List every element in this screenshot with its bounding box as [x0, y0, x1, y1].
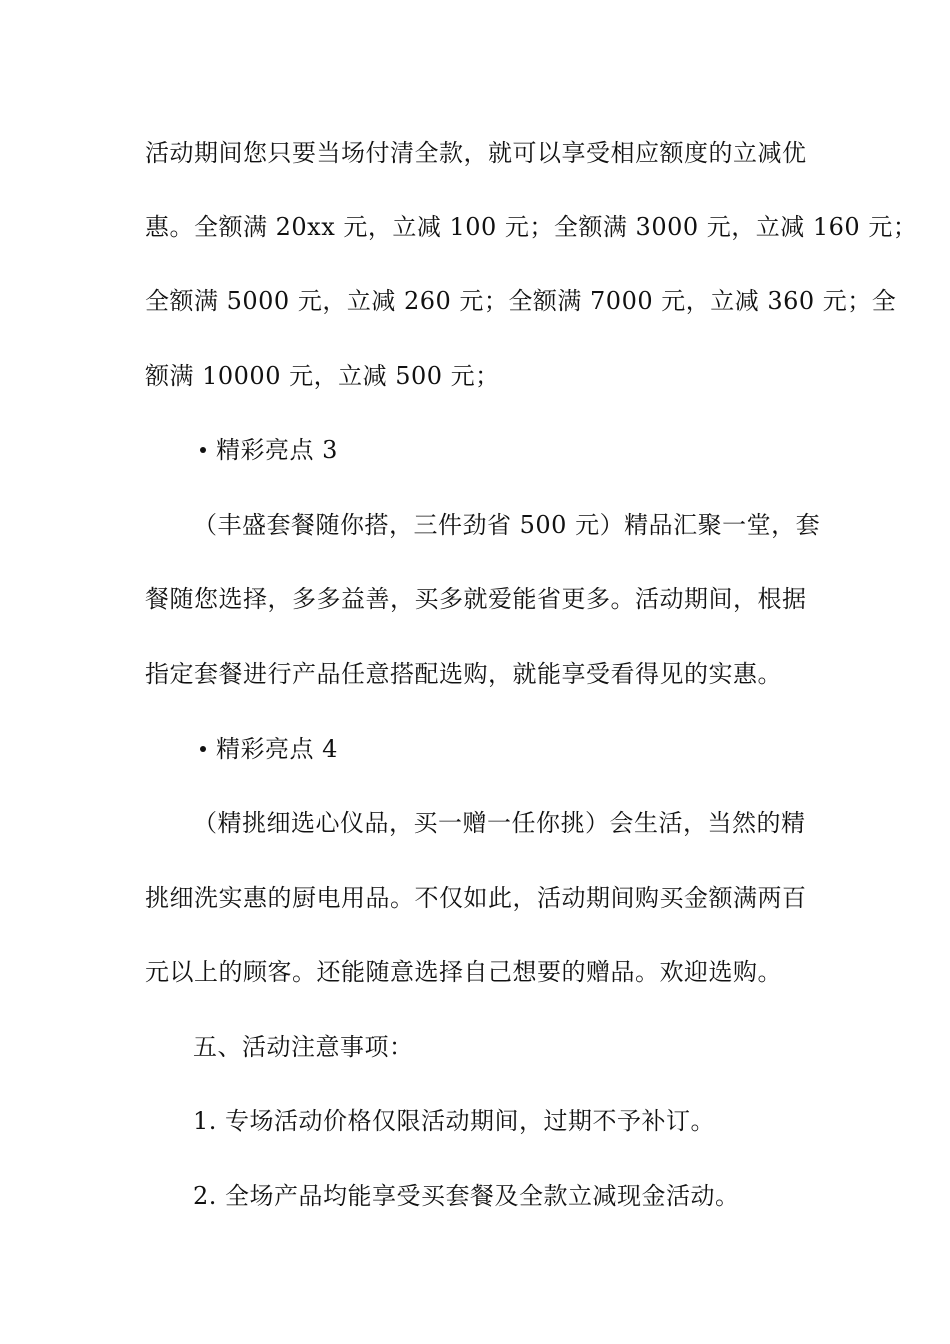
paragraph-line: 全额满 5000 元，立减 260 元；全额满 7000 元，立减 360 元；全	[145, 287, 897, 315]
highlight-heading-3	[200, 435, 890, 465]
paragraph-line: （丰盛套餐随你搭，三件劲省 500 元）精品汇聚一堂，套	[193, 511, 821, 539]
bullet-icon	[200, 447, 206, 453]
paragraph-line: 惠。全额满 20xx 元，立减 100 元；全额满 3000 元，立减 160 元；	[145, 213, 918, 241]
heading-text: 精彩亮点 4	[216, 735, 338, 763]
paragraph-line: 活动期间您只要当场付清全款，就可以享受相应额度的立减优	[145, 139, 807, 167]
paragraph-line: （精挑细选心仪品，买一赠一任你挑）会生活，当然的精	[193, 809, 806, 837]
highlight-heading-4	[200, 734, 890, 764]
paragraph-line: 额满 10000 元，立减 500 元；	[145, 362, 500, 390]
heading-text: 精彩亮点 3	[216, 436, 338, 464]
paragraph-line: 指定套餐进行产品任意搭配选购，就能享受看得见的实惠。	[145, 660, 782, 688]
paragraph-line: 元以上的顾客。还能随意选择自己想要的赠品。欢迎选购。	[145, 958, 782, 986]
paragraph-line: 餐随您选择，多多益善，买多就爱能省更多。活动期间，根据	[145, 585, 807, 613]
paragraph-line: 挑细洗实惠的厨电用品。不仅如此，活动期间购买金额满两百	[145, 884, 807, 912]
list-item: 1. 专场活动价格仅限活动期间，过期不予补订。	[193, 1107, 716, 1135]
bullet-icon	[200, 746, 206, 752]
list-item: 2. 全场产品均能享受买套餐及全款立减现金活动。	[193, 1182, 740, 1210]
section-heading: 五、活动注意事项：	[193, 1033, 414, 1061]
